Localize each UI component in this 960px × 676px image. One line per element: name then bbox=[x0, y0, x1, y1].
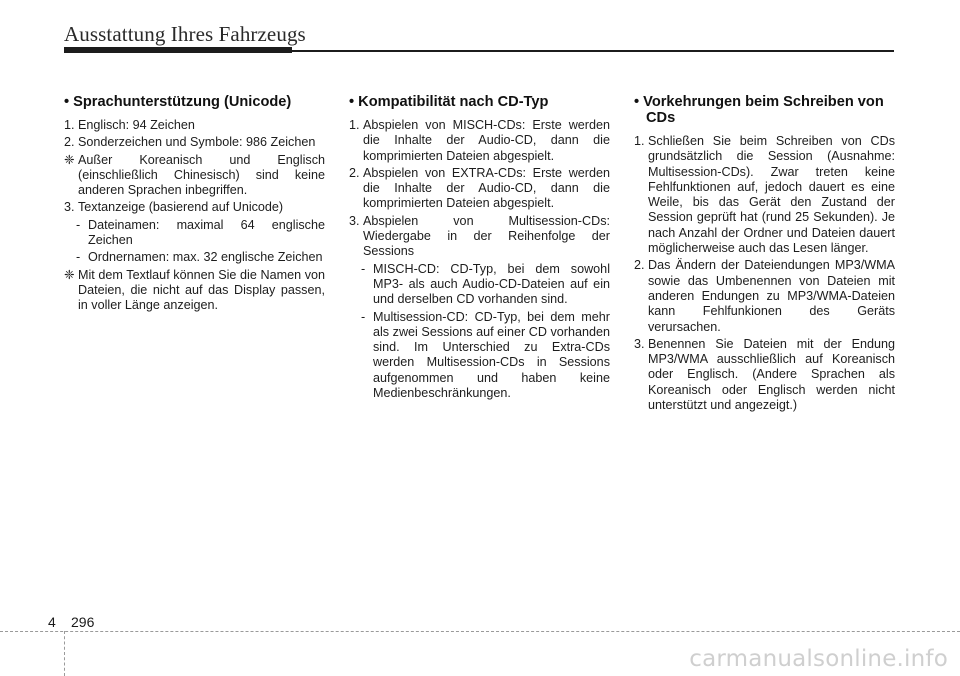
list-marker: 1. bbox=[64, 118, 75, 132]
section-heading: • Sprachunterstützung (Unicode) bbox=[64, 94, 292, 110]
list-text: Textanzeige (basierend auf Unicode) bbox=[78, 200, 284, 215]
sub-marker: - bbox=[76, 250, 81, 265]
note-item bbox=[64, 268, 325, 314]
section-heading: • Kompatibilität nach CD-Typ bbox=[349, 94, 549, 110]
sub-text: Multisession-CD: CD-Typ, bei dem mehr als zwei Sessions auf einer CD vorhanden sind. Im Unterschied zu Extra-CDs werden Multisession-CDs in Sessions aufgenommen und haben keine Medienbeschränkungen. bbox=[373, 309, 610, 401]
list-marker: 3. bbox=[349, 213, 360, 228]
note-item bbox=[64, 153, 325, 199]
list-item bbox=[64, 118, 325, 133]
list-marker: 3. bbox=[634, 336, 645, 351]
list-item bbox=[634, 134, 895, 256]
column-unicode-support bbox=[64, 94, 325, 316]
list-text: Englisch: 94 Zeichen bbox=[78, 118, 195, 132]
sub-marker: - bbox=[76, 217, 81, 232]
list-marker: 3. bbox=[64, 200, 75, 215]
sub-item bbox=[349, 262, 610, 308]
note-text: Außer Koreanisch und Englisch (einschließlich Chinesisch) sind keine anderen Sprachen inbegriffen. bbox=[78, 152, 325, 198]
list-item bbox=[64, 135, 325, 150]
list-marker: 2. bbox=[634, 258, 645, 273]
list-text: Das Ändern der Dateiendungen MP3/WMA sowie das Umbenennen von Dateien mit anderen Endungen zu MP3/WMA-Dateien kann Fehlfunkionen des Geräts verursachen. bbox=[648, 258, 895, 334]
list-text: Sonderzeichen und Symbole: 986 Zeichen bbox=[78, 135, 316, 150]
section-heading: • Vorkehrungen beim Schreiben von CDs bbox=[634, 94, 884, 126]
note-marker: ❈ bbox=[64, 152, 75, 167]
list-marker: 1. bbox=[634, 134, 645, 148]
sub-item bbox=[349, 310, 610, 402]
chapter-number: 4 bbox=[48, 614, 56, 630]
sub-marker: - bbox=[361, 309, 366, 324]
list-marker: 2. bbox=[64, 135, 75, 150]
list-item bbox=[634, 258, 895, 334]
list-item bbox=[349, 118, 610, 164]
footer-divider bbox=[64, 631, 65, 676]
header-rule-accent bbox=[64, 47, 292, 53]
sub-item bbox=[64, 218, 325, 249]
column-cd-compatibility bbox=[349, 94, 610, 403]
list-marker: 2. bbox=[349, 165, 360, 180]
sub-item bbox=[64, 250, 325, 265]
column-writing-precautions bbox=[634, 94, 895, 415]
sub-text: MISCH-CD: CD-Typ, bei dem sowohl MP3- als auch Audio-CD-Dateien auf ein und derselben CD vorhanden sind. bbox=[373, 261, 610, 307]
footer-rule bbox=[0, 631, 960, 632]
list-marker: 1. bbox=[349, 118, 360, 132]
list-text: Schließen Sie beim Schreiben von CDs grundsätzlich die Session (Ausnahme: Multisession-CDs). Zwar treten keine Fehlfunktionen auf, jedoch dauert es eine Weile, bis das Gerät den Zustand der Session geprüft hat (rund 25 Sekunden). Je nach Anzahl der Ordner und Dateien dauert möglicherweise auch das Lesen länger. bbox=[648, 134, 895, 256]
list-item bbox=[634, 337, 895, 413]
sub-text: Ordnernamen: max. 32 englische Zeichen bbox=[88, 250, 323, 265]
list-item bbox=[64, 200, 325, 215]
list-text: Abspielen von MISCH-CDs: Erste werden die Inhalte der Audio-CD, dann die komprimierten Dateien abgespielt. bbox=[363, 118, 610, 163]
list-text: Abspielen von Multisession-CDs: Wiedergabe in der Reihenfolge der Sessions bbox=[363, 213, 610, 259]
list-text: Benennen Sie Dateien mit der Endung MP3/WMA ausschließlich auf Koreanisch oder Englisch. (Andere Sprachen als Koreanisch oder Englisch werden nicht unterstützt und angezeigt.) bbox=[648, 336, 895, 413]
list-item bbox=[349, 166, 610, 212]
note-marker: ❈ bbox=[64, 267, 75, 282]
list-text: Abspielen von EXTRA-CDs: Erste werden die Inhalte der Audio-CD, dann die komprimierten Dateien abgespielt. bbox=[363, 165, 610, 211]
page-number: 296 bbox=[71, 614, 95, 630]
sub-text: Dateinamen: maximal 64 englische Zeichen bbox=[88, 217, 325, 248]
watermark: carmanualsonline.info bbox=[689, 646, 948, 672]
header-title: Ausstattung Ihres Fahrzeugs bbox=[64, 22, 306, 46]
note-text: Mit dem Textlauf können Sie die Namen von Dateien, die nicht auf das Display passen, in voller Länge anzeigen. bbox=[78, 267, 325, 313]
sub-marker: - bbox=[361, 261, 366, 276]
list-item bbox=[349, 214, 610, 260]
